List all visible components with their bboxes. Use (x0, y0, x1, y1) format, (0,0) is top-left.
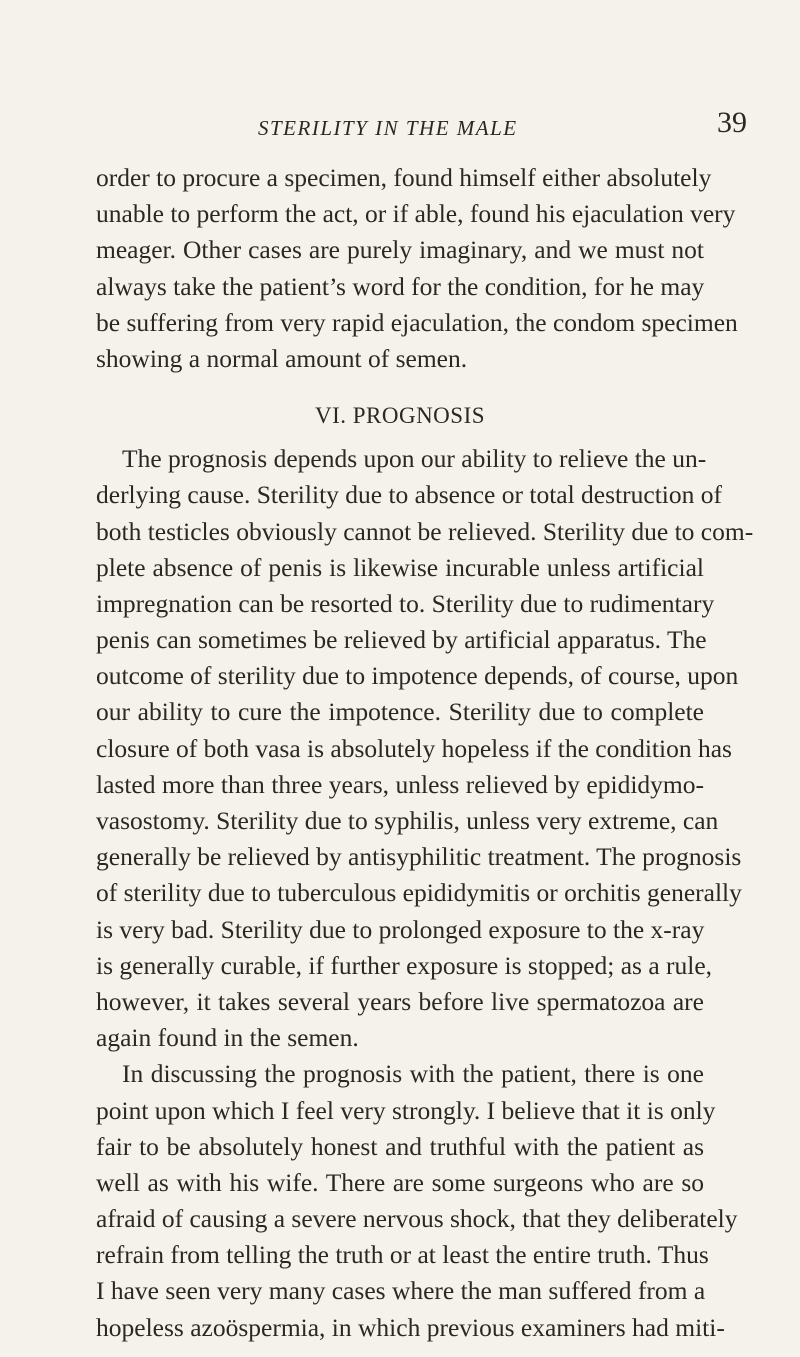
text-line: hopeless azoöspermia, in which previous examiners had miti- (96, 1312, 725, 1342)
text-line: vasostomy. Sterility due to syphilis, unless very extreme, can (96, 806, 719, 835)
text-line: The prognosis depends upon our ability to relieve the un- (122, 444, 707, 474)
text-line: lasted more than three years, unless relieved by epididymo- (96, 769, 704, 799)
text-line: of sterility due to tuberculous epididymitis or orchitis generally (96, 878, 742, 908)
text-line: impregnation can be resorted to. Sterility due to rudimentary (96, 588, 715, 618)
text-line: derlying cause. Sterility due to absence or total destruction of (96, 480, 722, 510)
text-line: is generally curable, if further exposure is stopped; as a rule, (96, 950, 713, 980)
text-line: closure of both vasa is absolutely hopeless if the condition has (96, 733, 732, 763)
text-line: meager. Other cases are purely imaginary, and we must not (96, 235, 704, 265)
text-line: afraid of causing a severe nervous shock, that they deliberately (96, 1204, 738, 1234)
text-line: plete absence of penis is likewise incurable unless artificial (96, 552, 704, 582)
text-line: well as with his wife. There are some surgeons who are so (96, 1167, 704, 1197)
running-head: STERILITY IN THE MALE (258, 116, 518, 140)
text-line: unable to perform the act, or if able, found his ejaculation very (96, 199, 736, 229)
text-line: order to procure a specimen, found himself either absolutely (96, 163, 712, 192)
text-line: however, it takes several years before live spermatozoa are (96, 986, 704, 1016)
text-line: generally be relieved by antisyphilitic treatment. The prognosis (96, 842, 742, 872)
page-number: 39 (717, 106, 747, 139)
text-line: always take the patient’s word for the condition, for he may (96, 271, 705, 301)
text-line: refrain from telling the truth or at least the entire truth. Thus (96, 1240, 709, 1270)
paragraph-prognosis (96, 441, 754, 1056)
text-line: penis can sometimes be relieved by artificial apparatus. The (96, 625, 707, 655)
text-line: I have seen very many cases where the man suffered from a (96, 1276, 706, 1306)
text-line: outcome of sterility due to impotence depends, of course, upon (96, 661, 739, 691)
section-heading: VI. PROGNOSIS (314, 403, 486, 429)
text-line: In discussing the prognosis with the patient, there is one (122, 1059, 704, 1089)
body-text (96, 160, 754, 1346)
text-line: is very bad. Sterility due to prolonged exposure to the x-ray (96, 914, 705, 944)
text-line: showing a normal amount of semen. (96, 343, 468, 373)
text-line: point upon which I feel very strongly. I believe that it is only (96, 1095, 716, 1125)
paragraph-continued (96, 160, 738, 377)
text-line: our ability to cure the impotence. Sterility due to complete (96, 697, 704, 727)
text-line: both testicles obviously cannot be relieved. Sterility due to com- (96, 516, 754, 546)
text-line: again found in the semen. (96, 1023, 359, 1053)
text-line: fair to be absolutely honest and truthful with the patient as (96, 1131, 704, 1161)
paragraph-discussion (96, 1056, 738, 1346)
text-line: be suffering from very rapid ejaculation, the condom specimen (96, 307, 738, 337)
